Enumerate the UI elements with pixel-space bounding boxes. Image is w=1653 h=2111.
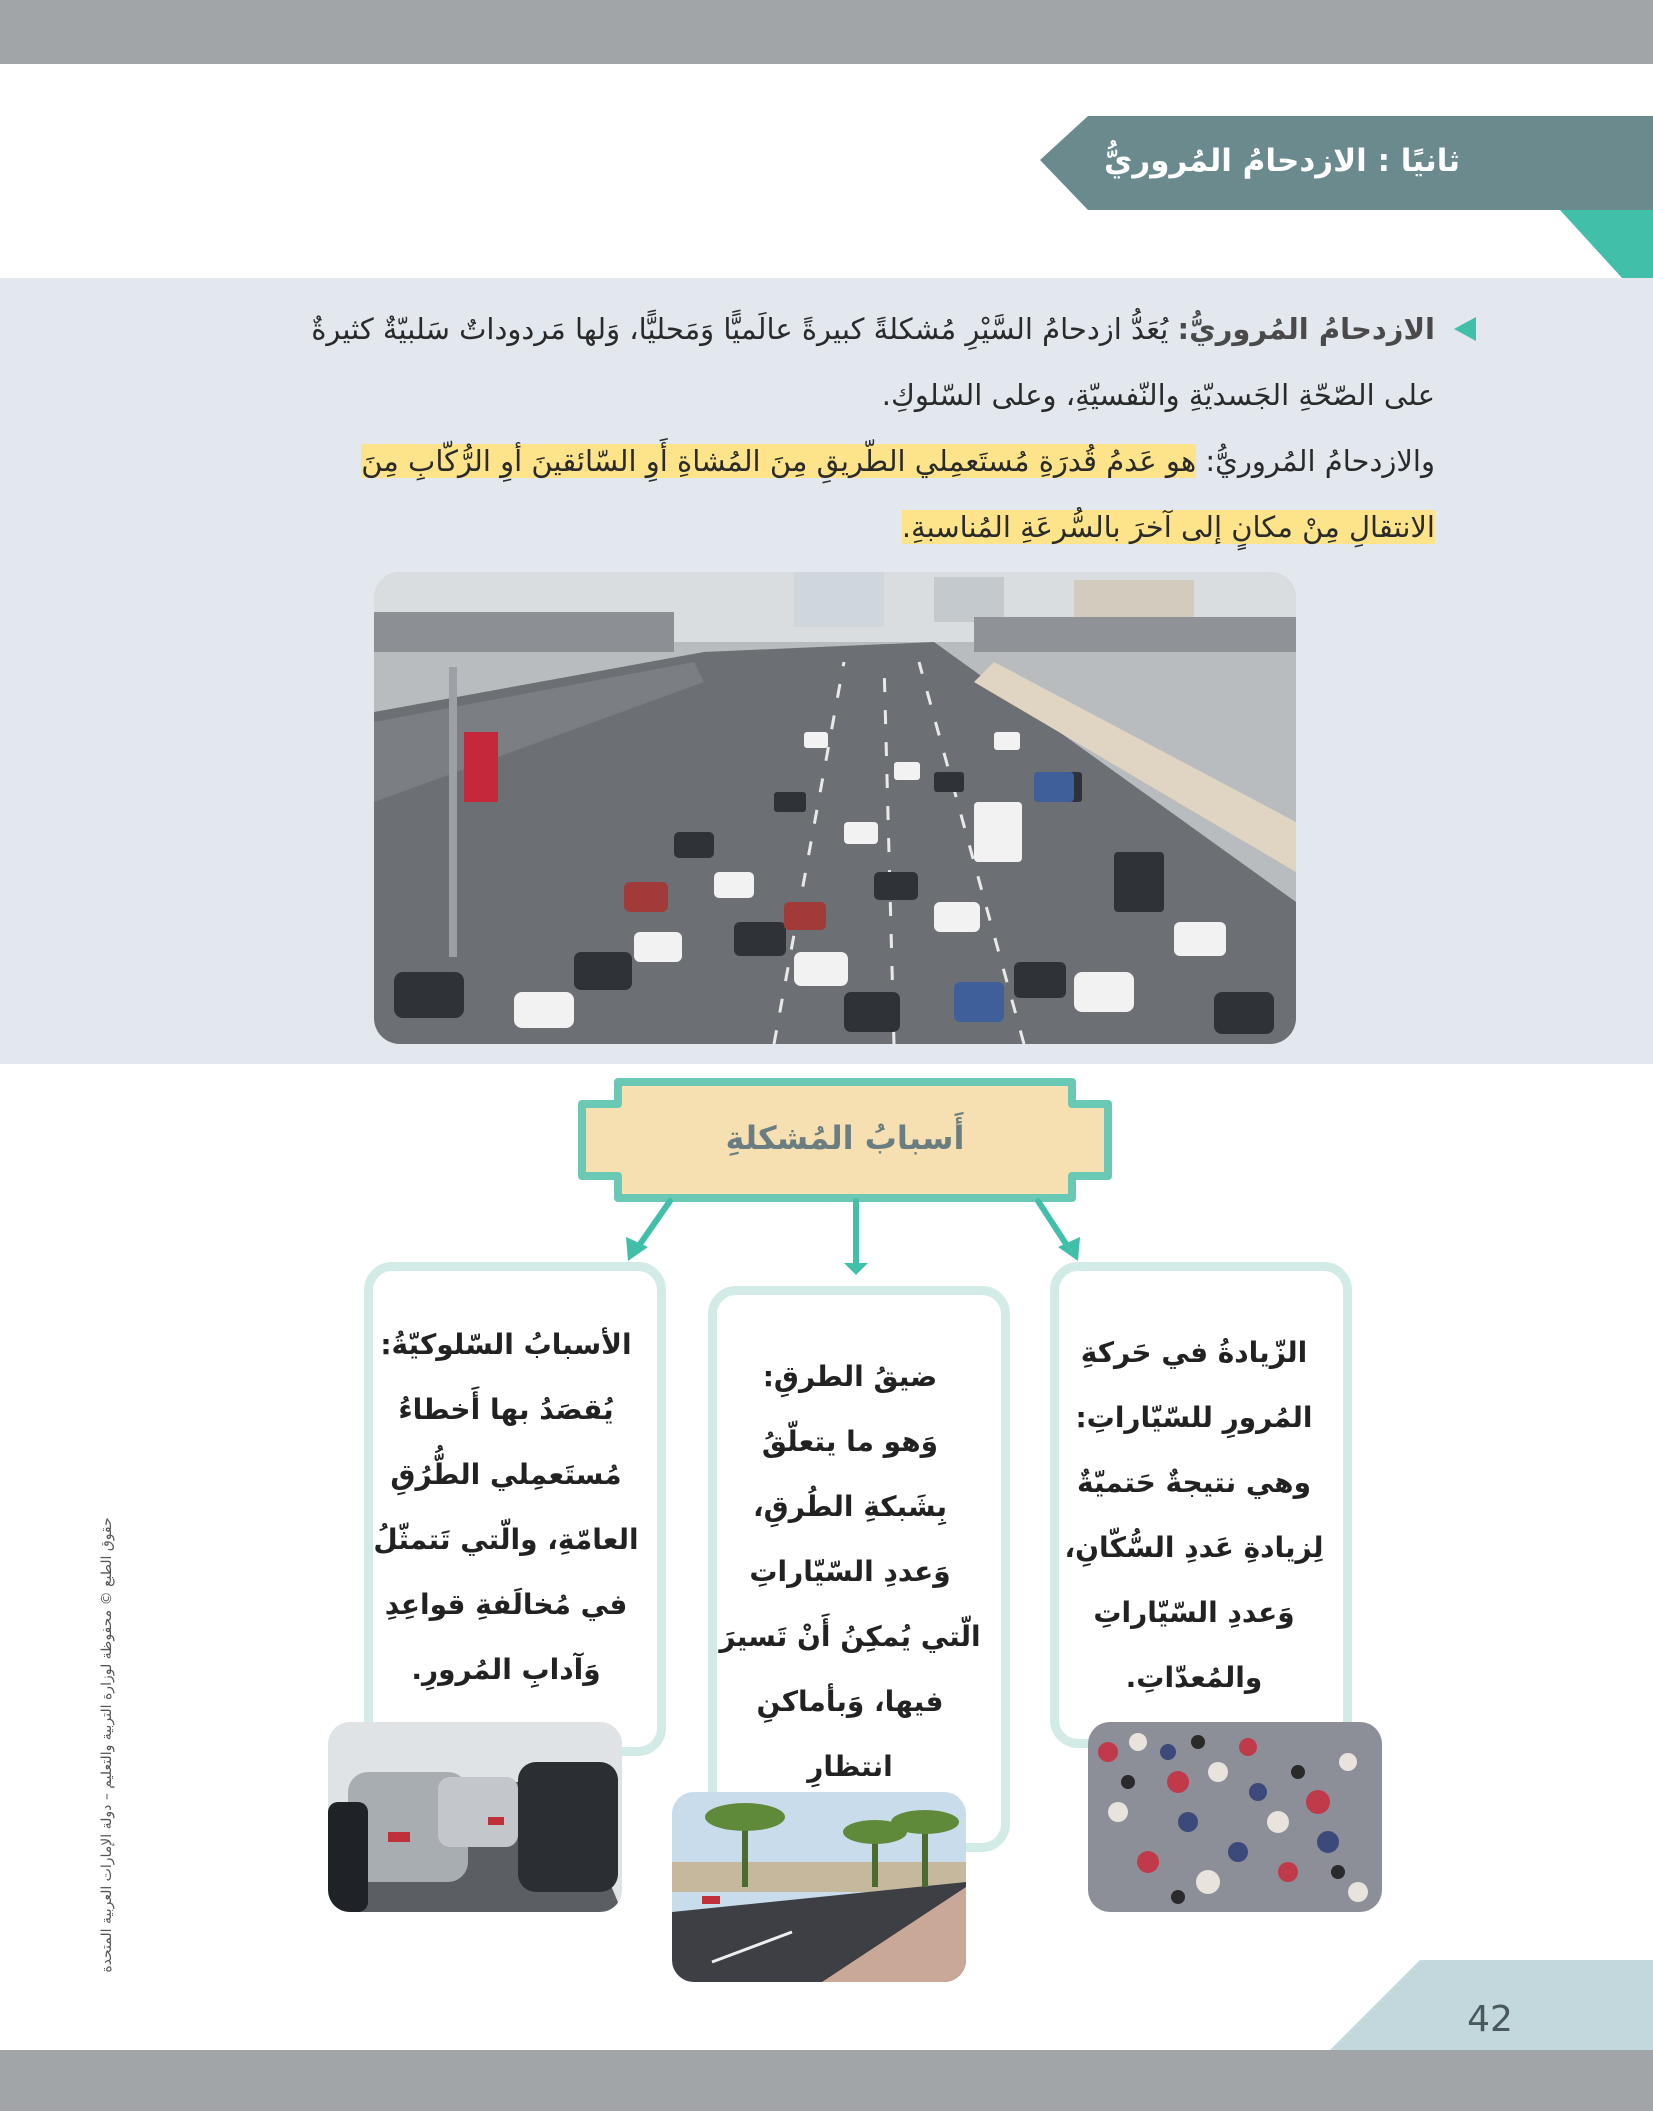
card-3-line: يُقصَدُ بها أَخطاءُ [398, 1393, 614, 1426]
card-1-line: وَعددِ السّيّاراتِ [1093, 1596, 1295, 1629]
copyright-notice: حقوق الطبع © محفوظة لوزارة التربية والتعليم – دولة الإمارات العربية المتحدة [99, 1517, 115, 1973]
crowd-photo [1088, 1722, 1382, 1912]
definition-line-1 [180, 296, 1435, 362]
card-3-line: العامّةِ، والّتي تَتمثّلُ [373, 1523, 639, 1556]
card-2-line: فيها، وَبأماكنِ انتظارِ [756, 1685, 944, 1783]
top-bar [0, 0, 1653, 64]
card-3-line: في مُخالَفةِ قواعِدِ [384, 1588, 628, 1621]
bottom-bar [0, 2050, 1653, 2111]
causes-title: أَسبابُ المُشكلةِ [725, 1119, 965, 1157]
card-2-line: ضيقُ الطرقِ: [762, 1360, 938, 1393]
definition-line-4 [180, 494, 1435, 560]
definition-term: الازدحامُ المُروريُّ: [1177, 312, 1435, 346]
road-photo [672, 1792, 966, 1982]
cause-card-1-text [1062, 1320, 1326, 1710]
card-2-line: بِشَبكةِ الطُرقِ، [753, 1490, 947, 1523]
card-3-line: مُستَعمِلي الطُّرُقِ [390, 1458, 622, 1491]
cars-photo [328, 1722, 622, 1912]
definition-line-3 [180, 428, 1435, 494]
definition-line-2: على الصّحّةِ الجَسديّةِ والنّفسيّةِ، وعلى السّلوكِ. [881, 378, 1435, 412]
bullet-arrow-icon [1454, 317, 1476, 341]
card-2-line: وَهو ما يتعلّقُ [761, 1425, 939, 1458]
card-3-line: الأسبابُ السّلوكيّةُ: [380, 1328, 632, 1361]
arrow-left-line [638, 1201, 670, 1247]
arrow-center-head-icon [844, 1263, 868, 1275]
traffic-jam-photo [374, 572, 1296, 1044]
highlighted-definition-1: هو عَدمُ قُدرَةِ مُستَعمِلي الطّريقِ مِنَ المُشاةِ أَوِ السّائقينَ أوِ الرُّكّابِ مِنَ [361, 444, 1197, 478]
card-1-line: المُرورِ للسّيّاراتِ: [1075, 1401, 1313, 1434]
card-2-line: الّتي يُمكِنُ أَنْ تَسيرَ [719, 1620, 981, 1653]
definition-text-1: يُعَدُّ ازدحامُ السَّيْرِ مُشكلةً كبيرةً عالَميًّا وَمَحليًّا، وَلها مَردوداتٌ سَلبيّةٌ كثيرةٌ [311, 312, 1169, 346]
card-2-line: وَعددِ السّيّاراتِ [749, 1555, 951, 1588]
card-1-line: لِزيادةِ عَددِ السُّكّانِ، [1064, 1531, 1324, 1564]
definition-text-3: والازدحامُ المُروريُّ: [1196, 444, 1435, 478]
card-1-line: وهي نتيجةٌ حَتميّةٌ [1077, 1466, 1311, 1499]
page-number: 42 [1467, 1999, 1513, 2040]
card-1-line: الزّيادةُ في حَركةِ [1080, 1336, 1308, 1369]
cause-card-3-text [372, 1312, 640, 1702]
section-title: ثانيًا : الازدحامُ المُروريُّ [1103, 143, 1460, 179]
card-1-line: والمُعدّاتِ. [1125, 1661, 1263, 1694]
card-3-line: وَآدابِ المُرورِ. [411, 1653, 601, 1686]
highlighted-definition-2: الانتقالِ مِنْ مكانٍ إلى آخرَ بالسُّرعَةِ المُناسبةِ. [901, 510, 1435, 544]
connector-arrows [600, 1195, 1100, 1275]
arrow-right-line [1038, 1201, 1068, 1247]
